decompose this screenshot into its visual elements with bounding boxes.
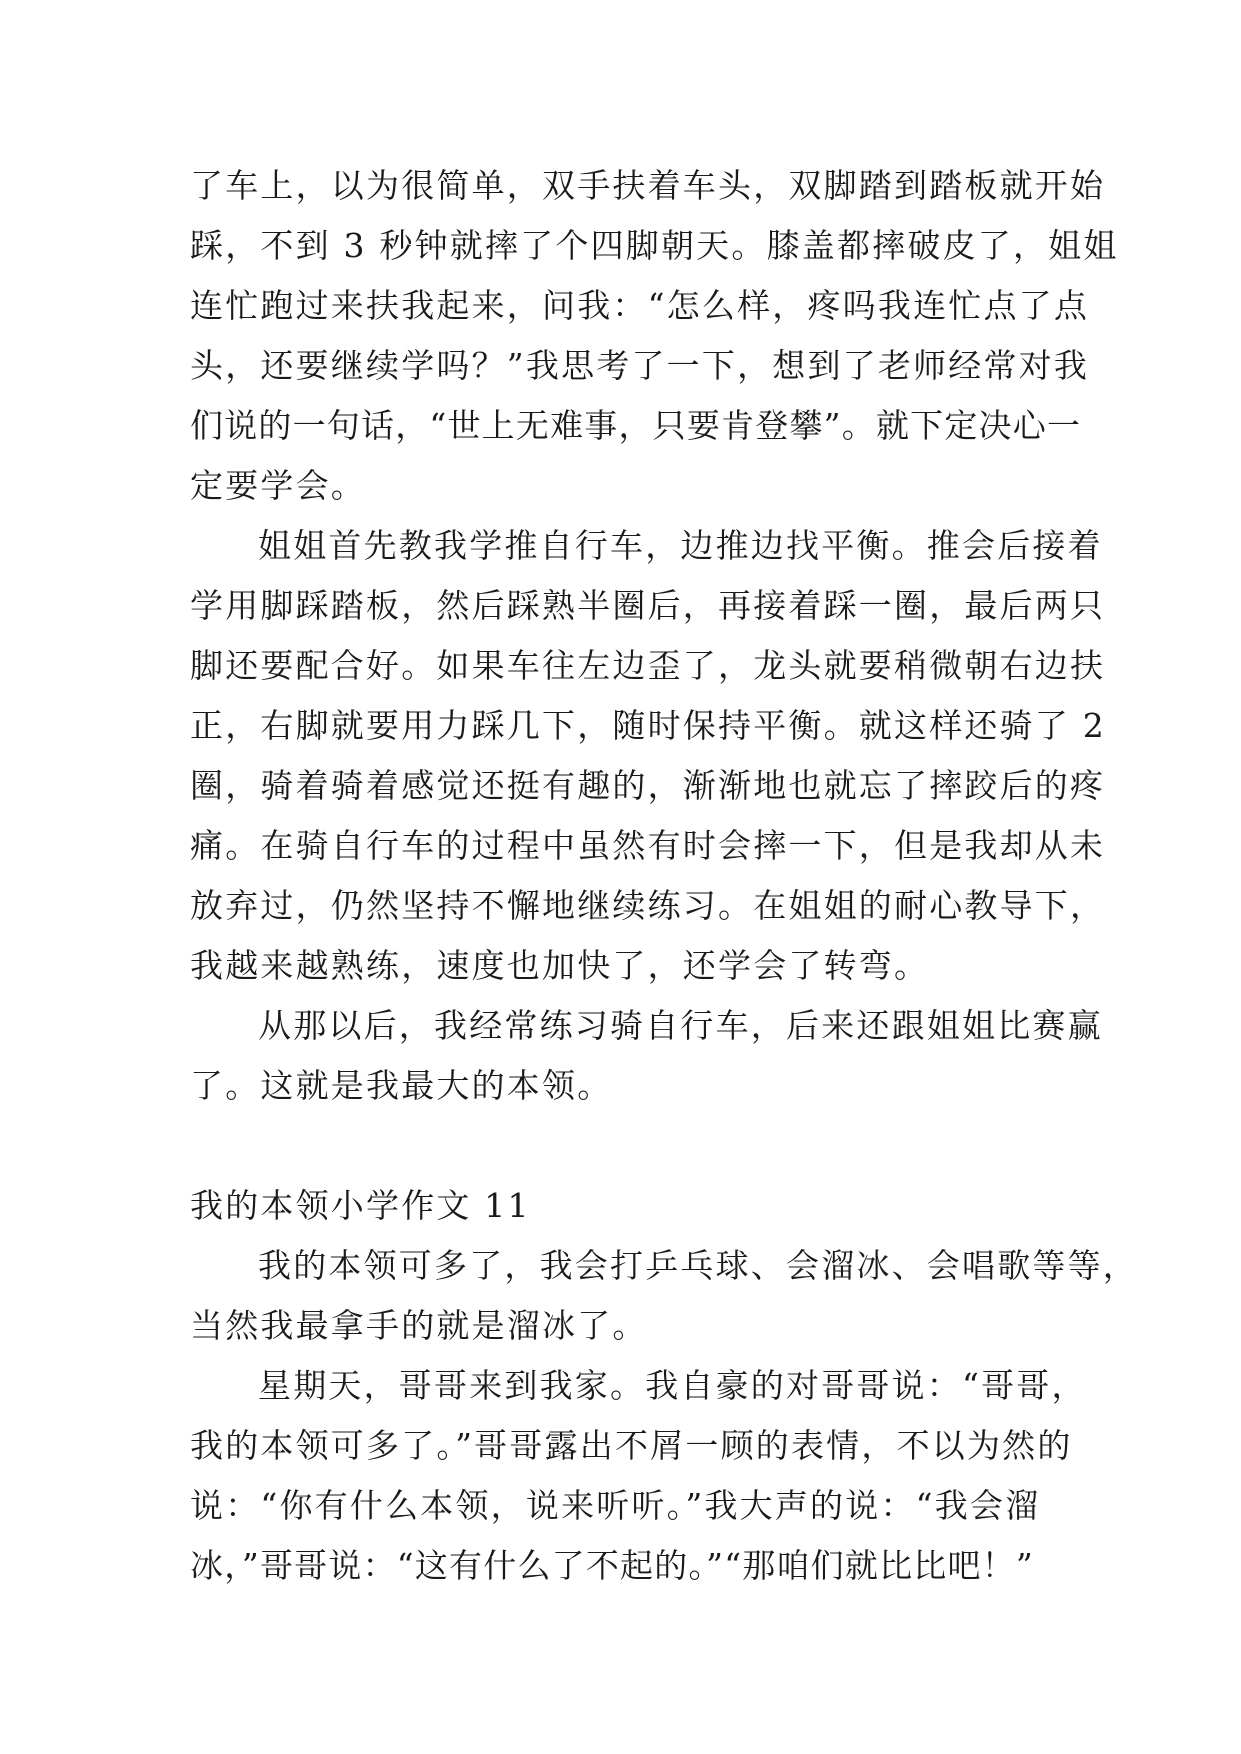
paragraph-line: 当然我最拿手的就是溜冰了。 [190,1306,648,1345]
paragraph-line: 们说的一句话，“世上无难事，只要肯登攀”。就下定决心一 [190,406,1082,445]
paragraph-line: 圈，骑着骑着感觉还挺有趣的，渐渐地也就忘了摔跤后的疼 [190,766,1106,805]
paragraph-line: 痛。在骑自行车的过程中虽然有时会摔一下，但是我却从未 [190,826,1106,865]
section-heading: 我的本领小学作文 11 [190,1186,531,1225]
paragraph-line: 定要学会。 [190,466,366,505]
paragraph-line: 了。这就是我最大的本领。 [190,1066,613,1105]
paragraph-line: 冰，”哥哥说：“这有什么了不起的。”“那咱们就比比吧！” [190,1546,1034,1585]
paragraph-line: 了车上，以为很简单，双手扶着车头，双脚踏到踏板就开始 [190,166,1106,205]
paragraph-line: 我越来越熟练，速度也加快了，还学会了转弯。 [190,946,930,985]
paragraph-first-line: 我的本领可多了，我会打乒乓球、会溜冰、会唱歌等等， [258,1246,1138,1285]
paragraph-line: 连忙跑过来扶我起来，问我：“怎么样，疼吗我连忙点了点 [190,286,1090,325]
paragraph-line: 说：“你有什么本领，说来听听。”我大声的说：“我会溜 [190,1486,1041,1525]
paragraph-line: 学用脚踩踏板，然后踩熟半圈后，再接着踩一圈，最后两只 [190,586,1106,625]
paragraph-line: 正，右脚就要用力踩几下，随时保持平衡。就这样还骑了 2 [190,706,1106,745]
paragraph-first-line: 姐姐首先教我学推自行车，边推边找平衡。推会后接着 [258,526,1103,565]
paragraph-first-line: 从那以后，我经常练习骑自行车，后来还跟姐姐比赛赢 [258,1006,1103,1045]
paragraph-first-line: 星期天，哥哥来到我家。我自豪的对哥哥说：“哥哥， [258,1366,1087,1405]
paragraph-line: 脚还要配合好。如果车往左边歪了，龙头就要稍微朝右边扶 [190,646,1106,685]
paragraph-line: 踩，不到 3 秒钟就摔了个四脚朝天。膝盖都摔破皮了，姐姐 [190,226,1119,265]
paragraph-line: 头，还要继续学吗？”我思考了一下，想到了老师经常对我 [190,346,1090,385]
paragraph-line: 我的本领可多了。”哥哥露出不屑一顾的表情，不以为然的 [190,1426,1073,1465]
paragraph-line: 放弃过，仍然坚持不懈地继续练习。在姐姐的耐心教导下， [190,886,1106,925]
